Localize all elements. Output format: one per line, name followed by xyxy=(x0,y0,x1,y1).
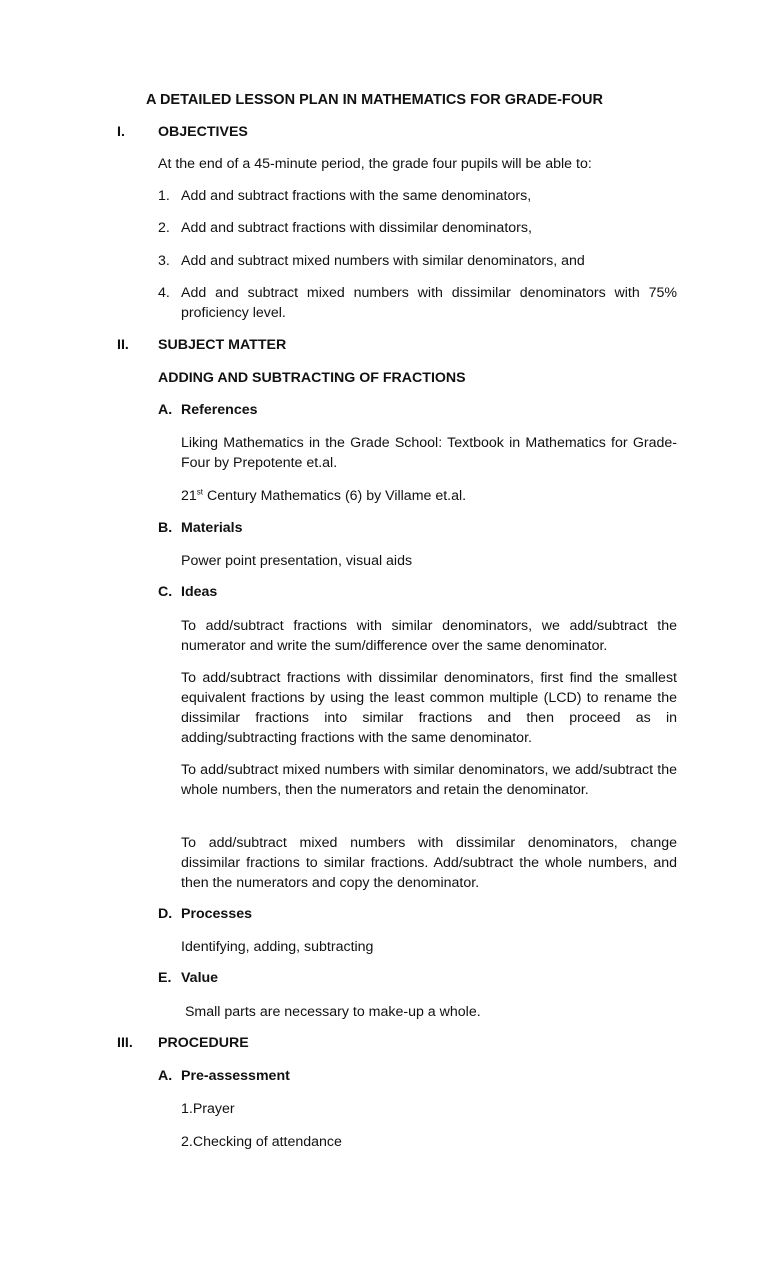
objective-text: Add and subtract mixed numbers with dissimilar denominators with 75% proficiency level. xyxy=(181,285,677,321)
subsection-letter: E. xyxy=(158,970,172,986)
materials-paragraph: Power point presentation, visual aids xyxy=(181,553,413,569)
objective-number: 1. xyxy=(158,188,170,204)
objective-text: Add and subtract mixed numbers with similar denominators, and xyxy=(181,253,585,269)
objective-text: Add and subtract fractions with the same denominators, xyxy=(181,188,532,204)
reference-paragraph: Liking Mathematics in the Grade School: Textbook in Mathematics for Grade-Four by Prepotente et.al. xyxy=(181,435,677,471)
subsection-title-processes: Processes xyxy=(181,906,252,922)
objective-number: 2. xyxy=(158,220,170,236)
section-numeral: II. xyxy=(117,337,129,353)
value-paragraph: Small parts are necessary to make-up a whole. xyxy=(181,1004,481,1020)
procedure-item: 1.Prayer xyxy=(181,1101,235,1117)
subsection-letter: A. xyxy=(158,1068,173,1084)
section-numeral: III. xyxy=(117,1035,133,1051)
subsection-title-value: Value xyxy=(181,970,219,986)
section-heading-subject-matter: SUBJECT MATTER xyxy=(158,337,287,353)
section-heading-procedure: PROCEDURE xyxy=(158,1035,249,1051)
reference-paragraph: 21st Century Mathematics (6) by Villame et.al. xyxy=(181,487,467,504)
objective-number: 4. xyxy=(158,285,170,301)
section-numeral: I. xyxy=(117,124,125,140)
subsection-title-ideas: Ideas xyxy=(181,584,218,600)
idea-paragraph: To add/subtract fractions with similar denominators, we add/subtract the numerator and write the sum/difference over the same denominator. xyxy=(181,618,677,654)
idea-paragraph: To add/subtract mixed numbers with similar denominators, we add/subtract the whole numbers, then the numerators and retain the denominator. xyxy=(181,762,677,798)
idea-paragraph: To add/subtract fractions with dissimilar denominators, first find the smallest equivalent fractions by using the least common multiple (LCD) to rename the dissimilar fractions into similar fractions and then proceed as in adding/subtracting fractions with the same denominator. xyxy=(181,670,677,746)
processes-paragraph: Identifying, adding, subtracting xyxy=(181,939,374,955)
subsection-title-materials: Materials xyxy=(181,520,243,536)
procedure-item: 2.Checking of attendance xyxy=(181,1134,342,1150)
document-title: A DETAILED LESSON PLAN IN MATHEMATICS FOR GRADE-FOUR xyxy=(146,92,604,108)
subsection-letter: C. xyxy=(158,584,173,600)
subsection-letter: B. xyxy=(158,520,173,536)
objectives-intro: At the end of a 45-minute period, the grade four pupils will be able to: xyxy=(158,156,592,172)
idea-paragraph: To add/subtract mixed numbers with dissimilar denominators, change dissimilar fractions to similar fractions. Add/subtract the whole numbers, and then the numerators and copy the denominator. xyxy=(181,835,677,891)
section-heading-objectives: OBJECTIVES xyxy=(158,124,248,140)
objective-text: Add and subtract fractions with dissimilar denominators, xyxy=(181,220,532,236)
subject-topic: ADDING AND SUBTRACTING OF FRACTIONS xyxy=(158,370,466,386)
subsection-letter: A. xyxy=(158,402,173,418)
subsection-title-pre-assessment: Pre-assessment xyxy=(181,1068,290,1084)
objective-number: 3. xyxy=(158,253,170,269)
subsection-letter: D. xyxy=(158,906,173,922)
subsection-title-references: References xyxy=(181,402,258,418)
